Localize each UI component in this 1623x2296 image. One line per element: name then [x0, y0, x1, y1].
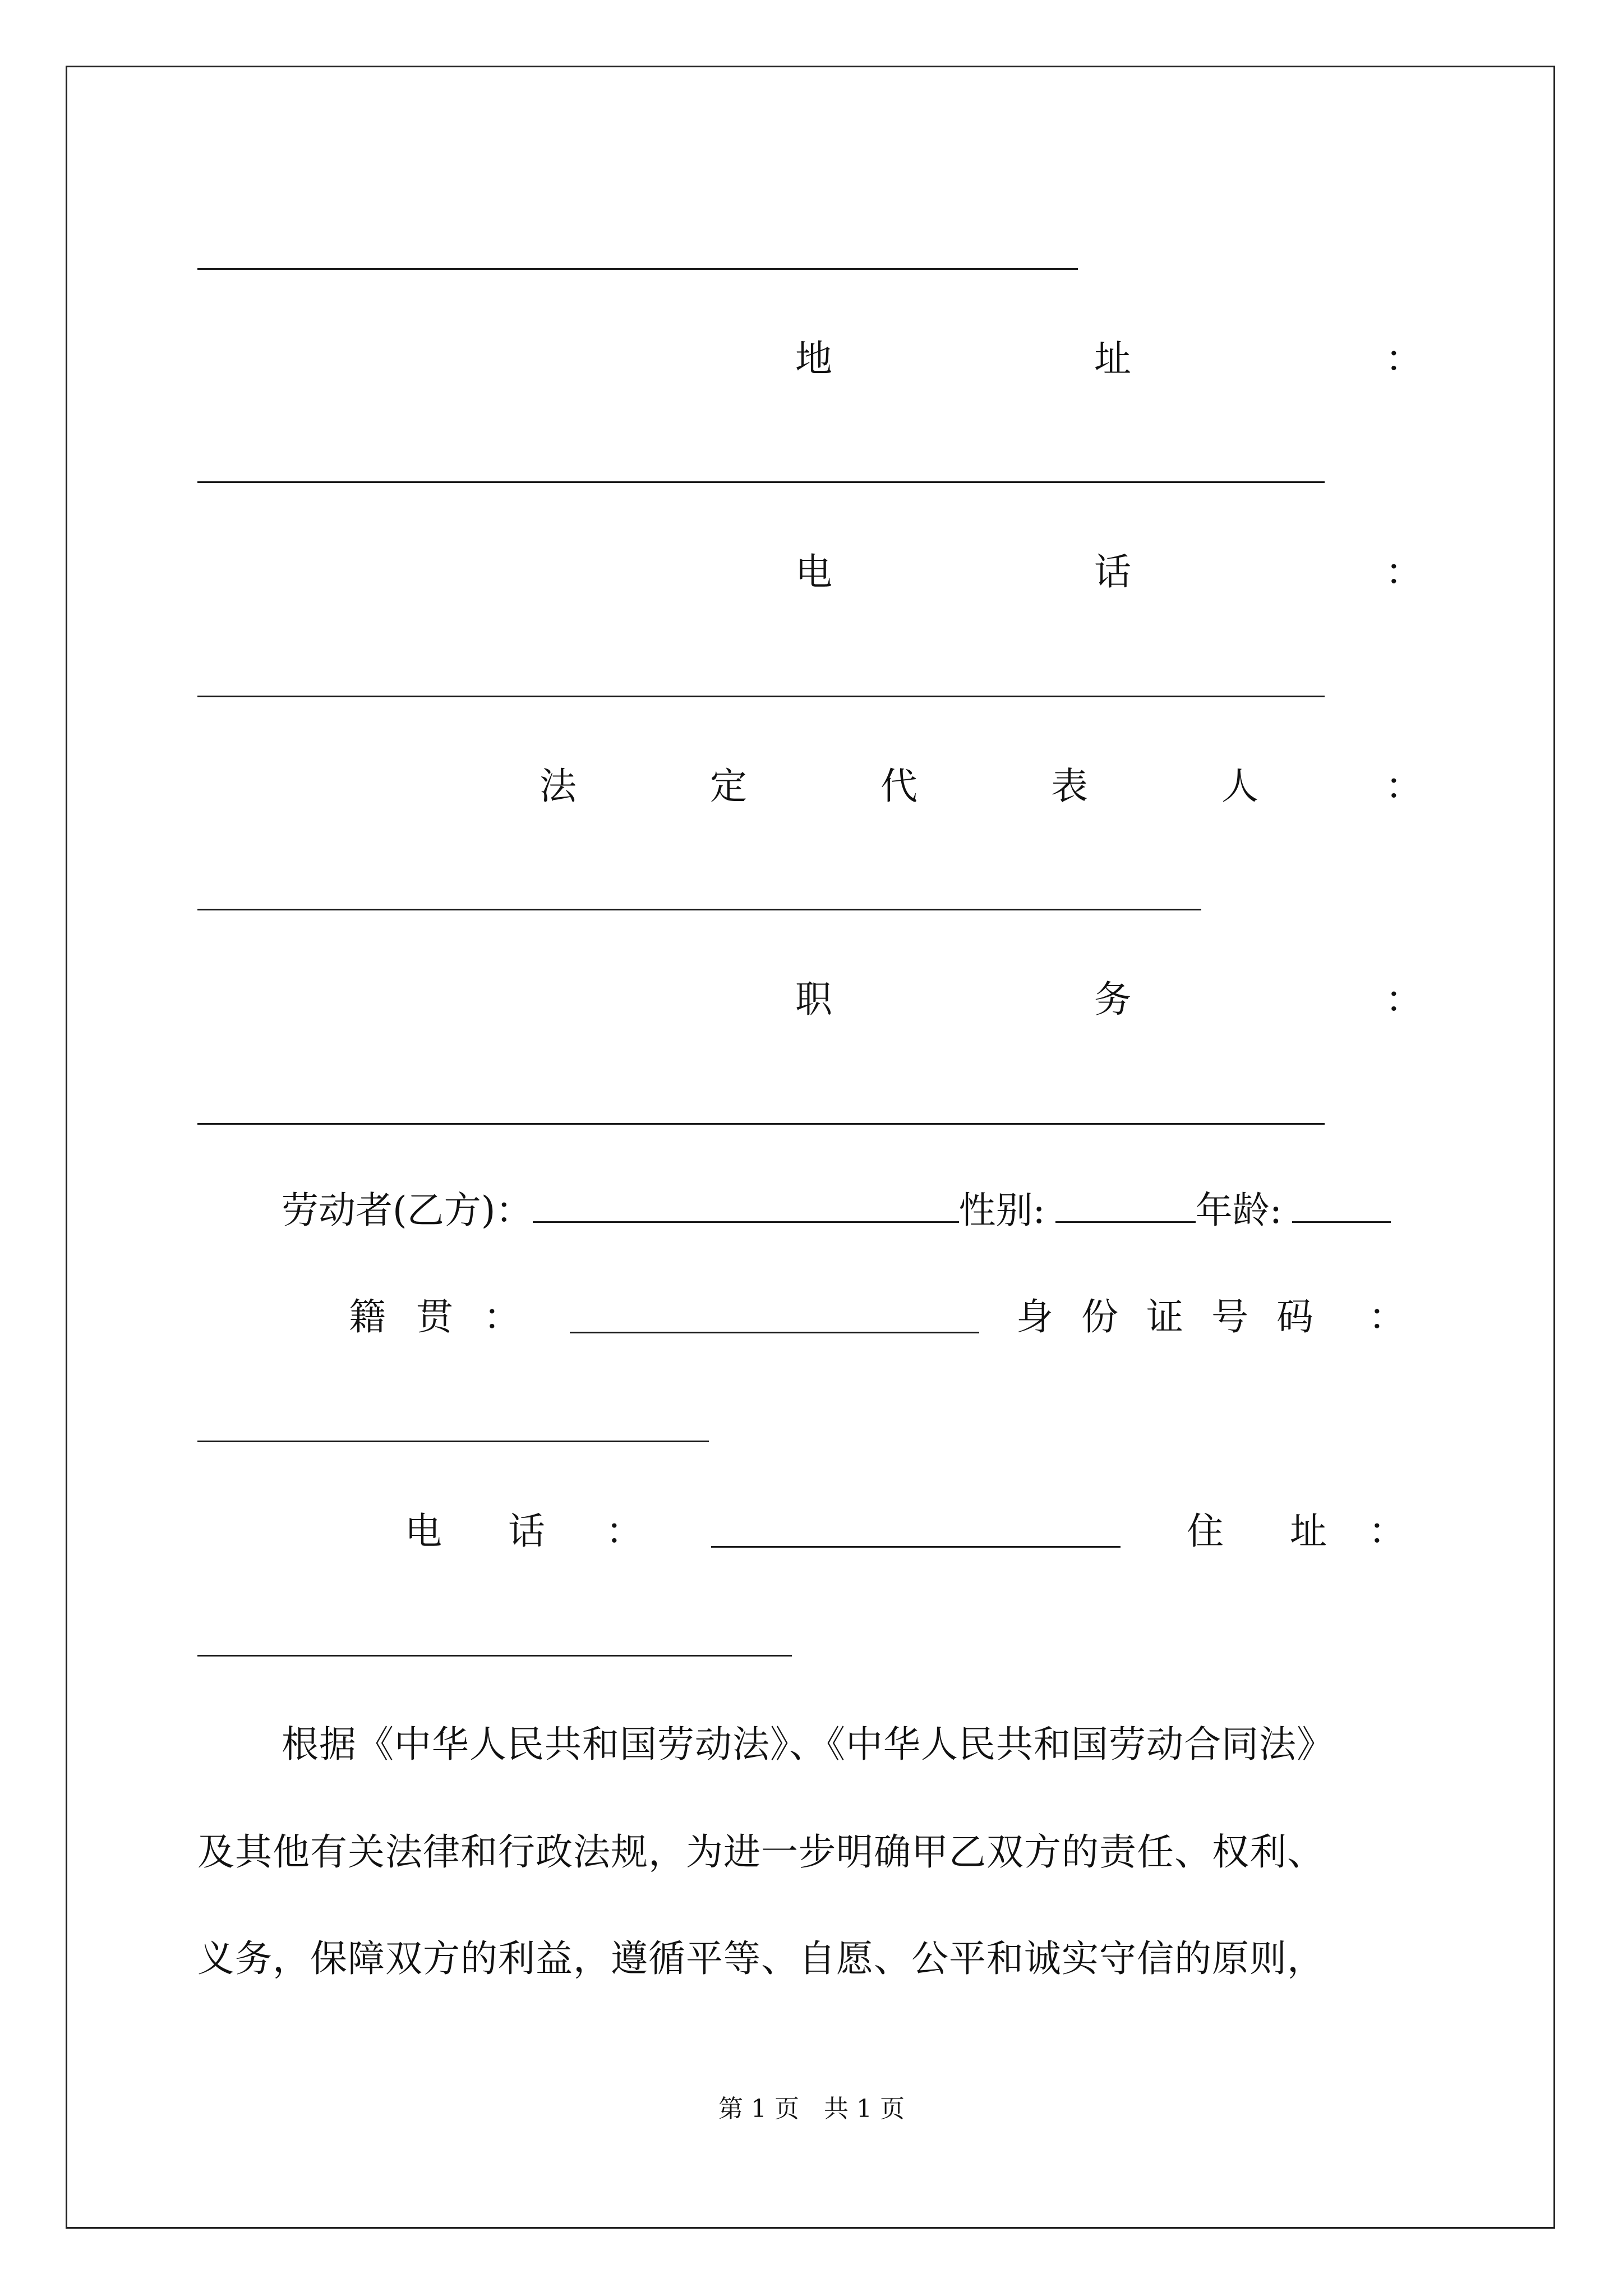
legal-rep-char-3: 代: [880, 765, 917, 808]
legal-rep-char-1: 法: [540, 765, 577, 808]
id-char-3: 证: [1146, 1295, 1183, 1338]
worker-phone-char-2: 话: [508, 1510, 545, 1553]
origin-char-2: 贯: [416, 1295, 453, 1338]
gender-colon: :: [1032, 1189, 1045, 1232]
origin-field[interactable]: [570, 1332, 979, 1333]
id-char-1: 身: [1016, 1295, 1053, 1338]
phone-blank-line[interactable]: [197, 696, 1325, 697]
worker-name-field[interactable]: [533, 1190, 959, 1223]
paragraph-line-3: 义务，保障双方的利益，遵循平等、自愿、公平和诚实守信的原则，: [197, 1937, 1325, 1980]
age-colon: :: [1269, 1189, 1282, 1232]
position-label-char-1: 职: [795, 978, 832, 1021]
gender-label: 性别: [958, 1189, 1033, 1232]
worker-address-colon: ：: [1368, 1510, 1405, 1553]
position-colon: ：: [1385, 978, 1422, 1021]
worker-address-char-2: 址: [1290, 1510, 1327, 1553]
position-blank-line[interactable]: [197, 1123, 1325, 1125]
origin-char-1: 籍: [349, 1295, 386, 1338]
worker-phone-field[interactable]: [711, 1546, 1121, 1548]
legal-rep-char-4: 表: [1051, 765, 1088, 808]
id-number-field[interactable]: [197, 1441, 709, 1442]
origin-colon: ：: [483, 1295, 520, 1338]
paragraph-line-2: 及其他有关法律和行政法规，为进一步明确甲乙双方的责任、权利、: [197, 1830, 1325, 1874]
worker-address-field[interactable]: [197, 1655, 792, 1657]
age-field[interactable]: [1292, 1190, 1391, 1223]
legal-rep-char-5: 人: [1221, 765, 1258, 808]
phone-label-char-2: 话: [1094, 550, 1131, 593]
page-footer: 第 1 页 共 1 页: [718, 2095, 905, 2123]
worker-phone-char-1: 电: [405, 1510, 442, 1553]
address-label-char-1: 地: [795, 337, 832, 380]
gender-field[interactable]: [1055, 1190, 1196, 1223]
blank-line-top: [197, 268, 1078, 270]
id-char-5: 码: [1276, 1295, 1313, 1338]
worker-line: [282, 1188, 1391, 1233]
worker-label: 劳动者(乙方)：: [282, 1189, 533, 1232]
legal-rep-blank-line[interactable]: [197, 909, 1201, 910]
worker-address-char-1: 住: [1187, 1510, 1224, 1553]
page-border: [66, 66, 1555, 2229]
worker-phone-colon: ：: [606, 1510, 643, 1553]
legal-rep-colon: ：: [1385, 765, 1422, 808]
address-blank-line[interactable]: [197, 481, 1325, 483]
phone-colon: ：: [1385, 550, 1422, 593]
id-char-4: 号: [1211, 1295, 1248, 1338]
paragraph-line-1: 根据《中华人民共和国劳动法》、《中华人民共和国劳动合同法》: [282, 1723, 1334, 1766]
age-label: 年龄: [1195, 1189, 1270, 1232]
phone-label-char-1: 电: [795, 550, 832, 593]
legal-rep-char-2: 定: [710, 765, 747, 808]
id-colon: ：: [1368, 1295, 1405, 1338]
address-colon: ：: [1385, 337, 1422, 380]
id-char-2: 份: [1081, 1295, 1118, 1338]
position-label-char-2: 务: [1094, 978, 1131, 1021]
address-label-char-2: 址: [1094, 337, 1131, 380]
